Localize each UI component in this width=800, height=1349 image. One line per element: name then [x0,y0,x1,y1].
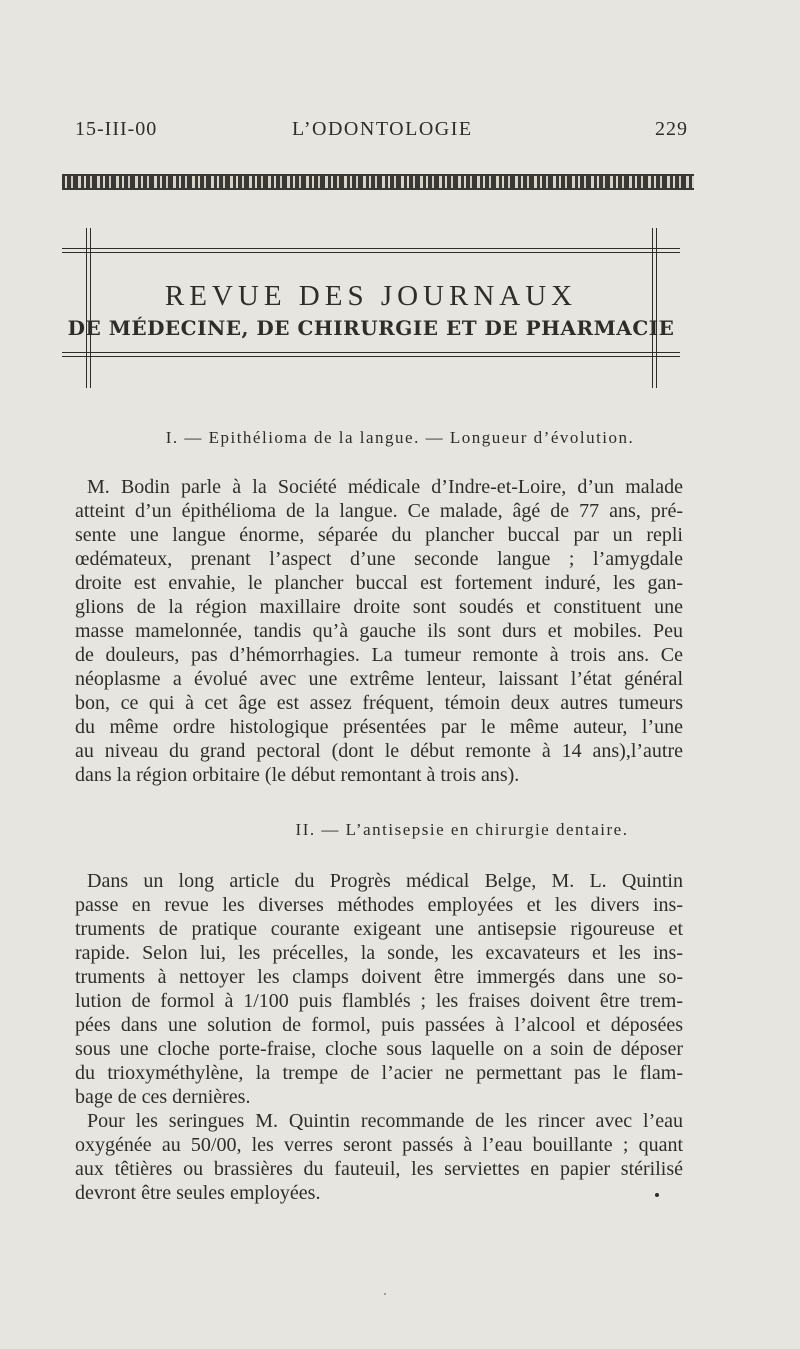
text-line: du même ordre histologique présentées par le même auteur, l’une [75,716,683,738]
frame-bottom-rule [62,352,680,353]
text-line: Dans un long article du Progrès médical Belge, M. L. Quintin [87,870,683,892]
text-line: œdémateux, prenant l’aspect d’une seconde langue ; l’amygdale [75,548,683,570]
text-line: bage de ces dernières. [75,1086,251,1108]
text-line: glions de la région maxillaire droite sont soudés et constituent une [75,596,683,618]
text-line: devront être seules employées. [75,1182,321,1204]
text-line: bon, ce qui à cet âge est assez fréquent, témoin deux autres tumeurs [75,692,683,714]
section-heading-1: I. — Epithélioma de la langue. — Longueur d’évolution. [165,428,635,447]
text-line: rapide. Selon lui, les précelles, la sonde, les excavateurs et les ins- [75,942,683,964]
text-line: de douleurs, pas d’hémorrhagies. La tumeur remonte à trois ans. Ce [75,644,683,666]
journal-name: L’ODONTOLOGIE [292,118,473,140]
text-line: du trioxyméthylène, la trempe de l’acier ne permettant pas le flam- [75,1062,683,1084]
text-line: sous une cloche porte-fraise, cloche sous laquelle on a soin de déposer [75,1038,683,1060]
text-line: Pour les seringues M. Quintin recommande de les rincer avec l’eau [87,1110,683,1132]
section-1-paragraph [75,475,683,787]
frame-top-rule-2 [62,252,680,253]
page-number: 229 [655,118,688,140]
section-2-paragraph-2 [75,1109,683,1205]
text-line: masse mamelonnée, tandis qu’à gauche ils sont durs et mobiles. Peu [75,620,683,642]
page-title: REVUE DES JOURNAUX [164,280,578,312]
text-line: aux têtières ou brassières du fauteuil, les serviettes en papier stérilisé [75,1158,683,1180]
section-heading-2: II. — L’antisepsie en chirurgie dentaire. [295,820,629,839]
text-line: oxygénée au 50/00, les verres seront passés à l’eau bouillante ; quant [75,1134,683,1156]
title-frame [62,228,680,388]
text-line: sente une langue énorme, séparée du plancher buccal par un repli [75,524,683,546]
issue-date: 15-III-00 [75,118,158,140]
text-line: truments de pratique courante exigeant une antisepsie rigoureuse et [75,918,683,940]
text-line: pées dans une solution de formol, puis passées à l’alcool et déposées [75,1014,683,1036]
text-line: néoplasme a évolué avec une extrême lenteur, laissant l’état général [75,668,683,690]
text-line: lution de formol à 1/100 puis flamblés ; les fraises doivent être trem- [75,990,683,1012]
decorative-border-icon [62,174,694,190]
paper-speck-icon [384,1293,386,1295]
frame-bottom-rule-2 [62,356,680,357]
text-line: dans la région orbitaire (le début remontant à trois ans). [75,764,520,786]
running-head [75,118,688,148]
text-line: au niveau du grand pectoral (dont le début remonte à 14 ans),l’autre [75,740,683,762]
text-line: passe en revue les diverses méthodes employées et les divers ins- [75,894,683,916]
ink-dot-icon [655,1193,659,1197]
text-line: truments à nettoyer les clamps doivent être immergés dans une so- [75,966,683,988]
section-2-paragraph-1 [75,869,683,1109]
frame-top-rule [62,248,680,249]
page-subtitle: DE MÉDECINE, DE CHIRURGIE ET DE PHARMACIE [67,316,675,340]
text-line: atteint d’un épithélioma de la langue. Ce malade, âgé de 77 ans, pré- [75,500,683,522]
text-line: M. Bodin parle à la Société médicale d’Indre-et-Loire, d’un malade [87,476,683,498]
text-line: droite est envahie, le plancher buccal est fortement induré, les gan- [75,572,683,594]
